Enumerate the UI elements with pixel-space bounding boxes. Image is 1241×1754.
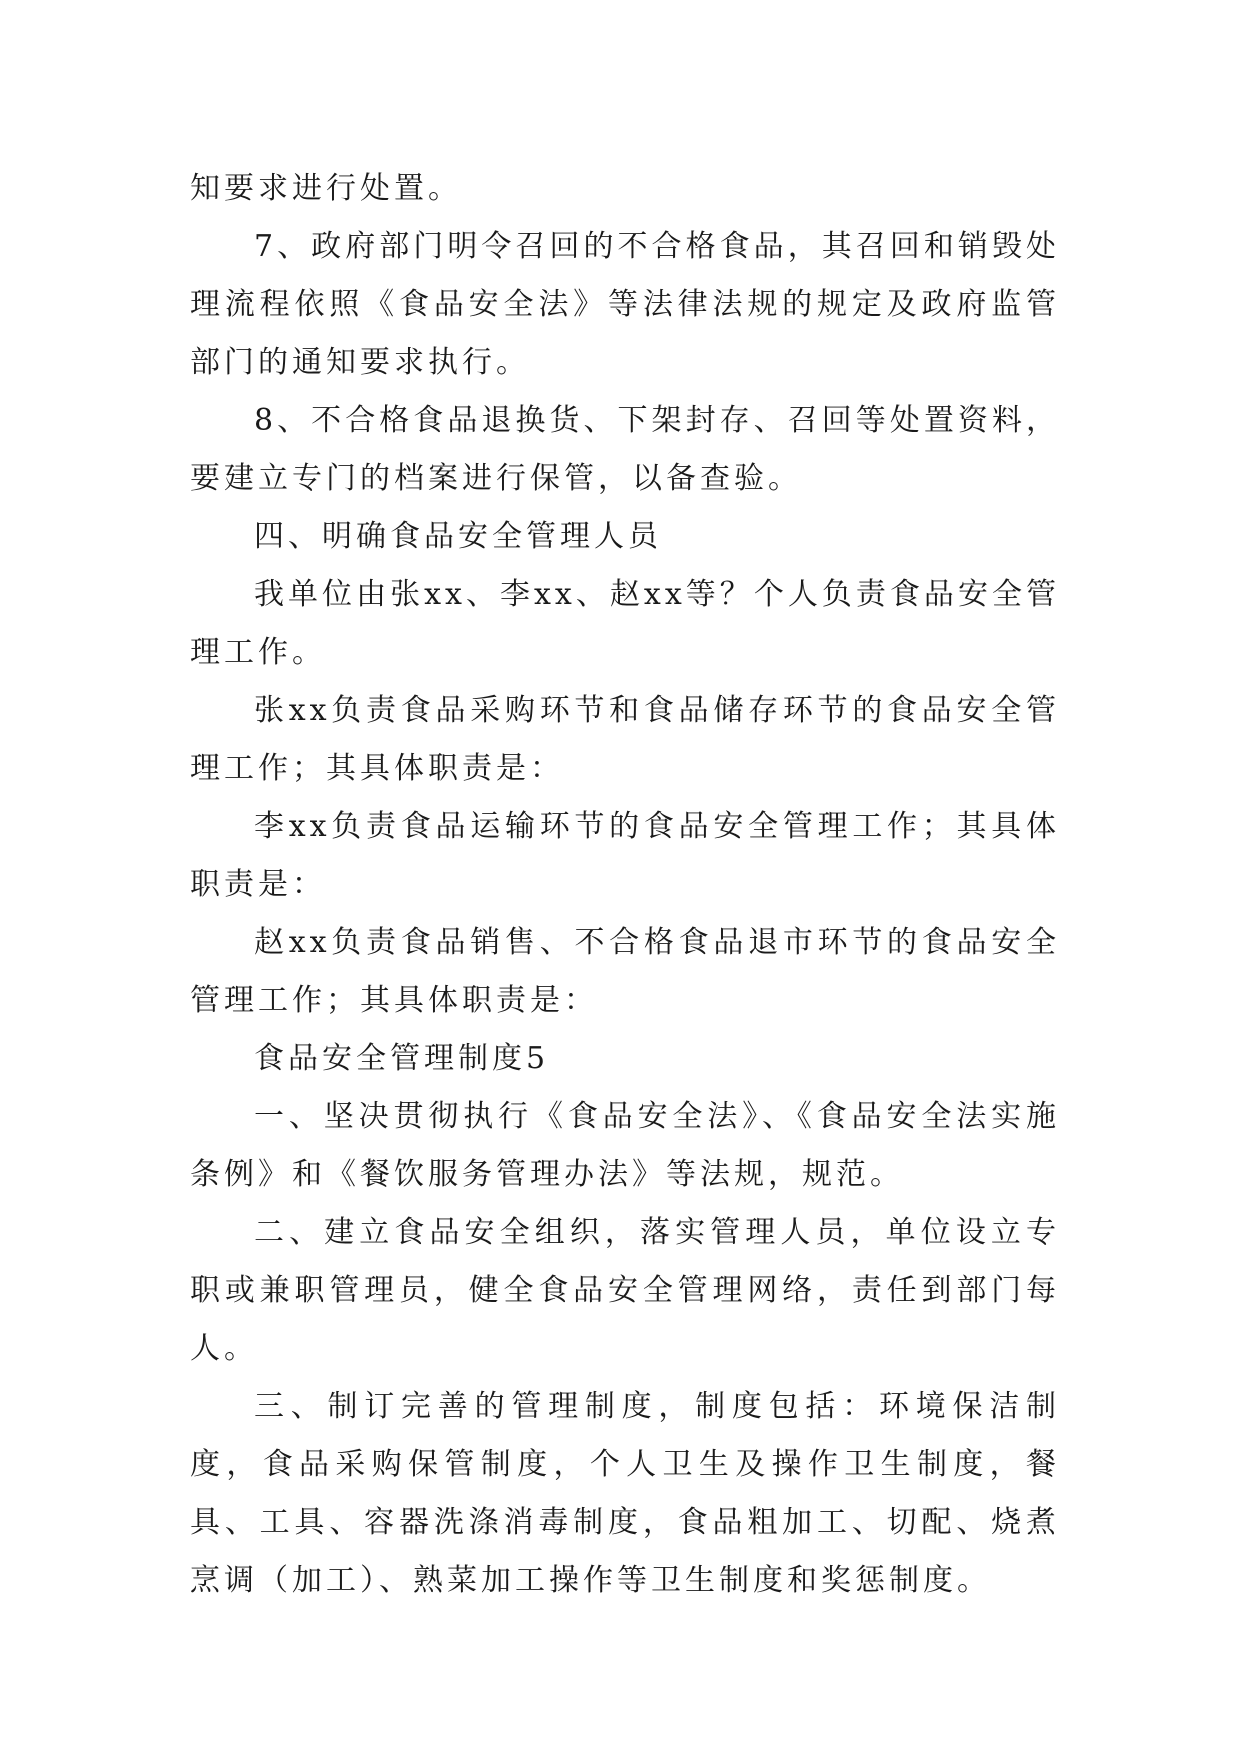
- paragraph-item-8: 8、不合格食品退换货、下架封存、召回等处置资料，要建立专门的档案进行保管，以备查验。: [190, 403, 1060, 496]
- paragraph-li-duties: 李xx负责食品运输环节的食品安全管理工作；其具体职责是：: [190, 809, 1060, 902]
- document-section-title: 食品安全管理制度5: [254, 1041, 550, 1076]
- paragraph-continuation: 知要求进行处置。: [190, 171, 462, 206]
- paragraph-zhao-duties: 赵xx负责食品销售、不合格食品退市环节的食品安全管理工作；其具体职责是：: [190, 925, 1060, 1018]
- paragraph-rule-two: 二、建立食品安全组织，落实管理人员，单位设立专职或兼职管理员，健全食品安全管理网络，责任到部门每人。: [190, 1215, 1060, 1366]
- document-body: [190, 160, 1060, 1610]
- paragraph-rule-three: 三、制订完善的管理制度，制度包括：环境保洁制度，食品采购保管制度，个人卫生及操作卫生制度，餐具、工具、容器洗涤消毒制度，食品粗加工、切配、烧煮烹调（加工）、熟菜加工操作等卫生制度和奖惩制度。: [190, 1389, 1060, 1598]
- paragraph-responsible-persons: 我单位由张xx、李xx、赵xx等？个人负责食品安全管理工作。: [190, 577, 1060, 670]
- section-heading-four: 四、明确食品安全管理人员: [254, 519, 662, 554]
- paragraph-zhang-duties: 张xx负责食品采购环节和食品储存环节的食品安全管理工作；其具体职责是：: [190, 693, 1060, 786]
- paragraph-item-7: 7、政府部门明令召回的不合格食品，其召回和销毁处理流程依照《食品安全法》等法律法规的规定及政府监管部门的通知要求执行。: [190, 229, 1060, 380]
- paragraph-rule-one: 一、坚决贯彻执行《食品安全法》、《食品安全法实施条例》和《餐饮服务管理办法》等法规，规范。: [190, 1099, 1060, 1192]
